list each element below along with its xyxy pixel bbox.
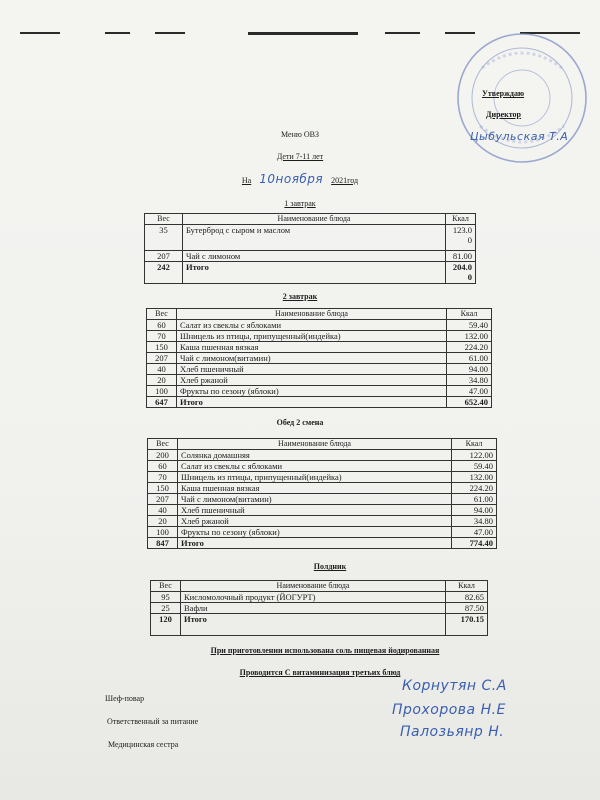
section-title-snack: Полдник [313,562,347,571]
cell-kcal: 87.50 [446,603,488,614]
col-weight: Вес [148,439,178,450]
cell-name: Фрукты по сезону (яблоки) [178,527,452,538]
cell-name: Каша пшенная вязкая [177,342,447,353]
col-weight: Вес [147,309,177,320]
cell-name: Шницель из птицы, припущенный(индейка) [177,331,447,342]
top-rule [105,32,130,34]
cell-weight: 150 [147,342,177,353]
nutrition-signature: Прохорова Н.Е [392,702,506,718]
cell-kcal: 652.40 [447,397,492,408]
top-rule [20,32,60,34]
cell-weight: 20 [147,375,177,386]
col-kcal: Ккал [452,439,497,450]
cell-name: Чай с лимоном(витамин) [178,494,452,505]
cell-name: Бутерброд с сыром и маслом [183,225,446,251]
cell-weight: 242 [145,262,183,284]
col-name: Наименование блюда [178,439,452,450]
cell-weight: 20 [148,516,178,527]
director-label: Директор [486,110,521,119]
nurse-signature: Палозьянр Н. [400,724,505,740]
cell-kcal: 34.80 [447,375,492,386]
col-kcal: Ккал [446,581,488,592]
col-name: Наименование блюда [181,581,446,592]
cell-weight: 70 [148,472,178,483]
cell-kcal: 132.00 [452,472,497,483]
table-breakfast2 [146,308,492,408]
cell-name: Хлеб ржаной [177,375,447,386]
col-kcal: Ккал [447,309,492,320]
cell-name: Хлеб ржаной [178,516,452,527]
cell-weight: 200 [148,450,178,461]
cell-weight: 647 [147,397,177,408]
cell-weight: 25 [151,603,181,614]
cell-weight: 207 [147,353,177,364]
top-rule [248,32,358,35]
cell-kcal: 224.20 [447,342,492,353]
cell-name: Солянка домашняя [178,450,452,461]
chef-label: Шеф-повар [105,694,145,703]
approve-label: Утверждаю [482,89,525,98]
table-breakfast1 [144,213,476,284]
cell-weight: 40 [147,364,177,375]
cell-kcal: 34.80 [452,516,497,527]
cell-kcal: 94.00 [452,505,497,516]
cell-name: Итого [181,614,446,636]
cell-weight: 60 [147,320,177,331]
cell-name: Чай с лимоном [183,251,446,262]
vitamin-note: Проводится С витаминизация третьих блюд [239,668,401,677]
date-handwritten: 10ноября [259,172,324,186]
date-year: 2021год [331,176,359,185]
cell-weight: 60 [148,461,178,472]
col-name: Наименование блюда [177,309,447,320]
cell-name: Каша пшенная вязкая [178,483,452,494]
col-name: Наименование блюда [183,214,446,225]
top-rule [155,32,185,34]
date-prefix: На [241,176,252,185]
cell-weight: 207 [145,251,183,262]
cell-weight: 70 [147,331,177,342]
nutrition-label: Ответственный за питание [107,717,199,726]
cell-name: Итого [183,262,446,284]
col-weight: Вес [151,581,181,592]
cell-name: Хлеб пшеничный [177,364,447,375]
director-signature: Цыбульская Т.А [470,130,569,143]
col-kcal: Ккал [446,214,476,225]
cell-kcal: 224.20 [452,483,497,494]
cell-kcal: 82.65 [446,592,488,603]
cell-name: Салат из свеклы с яблоками [177,320,447,331]
cell-kcal: 59.40 [452,461,497,472]
cell-name: Шницель из птицы, припущенный(индейка) [178,472,452,483]
cell-weight: 100 [148,527,178,538]
chef-signature: Корнутян С.А [402,678,507,694]
section-title-breakfast1: 1 завтрак [284,199,316,208]
cell-kcal: 81.00 [446,251,476,262]
cell-name: Вафли [181,603,446,614]
table-snack [150,580,488,636]
cell-weight: 120 [151,614,181,636]
cell-kcal: 47.00 [447,386,492,397]
cell-name: Кисломолочный продукт (ЙОГУРТ) [181,592,446,603]
section-title-breakfast2: 2 завтрак [282,292,318,301]
cell-weight: 95 [151,592,181,603]
cell-kcal: 122.00 [452,450,497,461]
cell-kcal: 94.00 [447,364,492,375]
cell-kcal: 59.40 [447,320,492,331]
cell-kcal: 774.40 [452,538,497,549]
cell-name: Чай с лимоном(витамин) [177,353,447,364]
cell-name: Салат из свеклы с яблоками [178,461,452,472]
cell-kcal: 61.00 [447,353,492,364]
top-rule [385,32,420,34]
cell-name: Итого [178,538,452,549]
menu-date [0,172,600,186]
cell-kcal: 170.15 [446,614,488,636]
cell-kcal: 204.00 [446,262,476,284]
cell-weight: 40 [148,505,178,516]
cell-weight: 150 [148,483,178,494]
salt-note: При приготовлении использована соль пищевая йодированная [210,646,440,655]
table-lunch [147,438,497,549]
cell-kcal: 132.00 [447,331,492,342]
cell-weight: 35 [145,225,183,251]
cell-weight: 847 [148,538,178,549]
cell-name: Фрукты по сезону (яблоки) [177,386,447,397]
cell-kcal: 123.00 [446,225,476,251]
official-stamp [452,28,592,168]
cell-weight: 207 [148,494,178,505]
cell-weight: 100 [147,386,177,397]
cell-name: Хлеб пшеничный [178,505,452,516]
col-weight: Вес [145,214,183,225]
cell-kcal: 61.00 [452,494,497,505]
section-title-lunch: Обед 2 смена [276,418,324,427]
page-subtitle: Дети 7-11 лет [276,152,324,161]
cell-kcal: 47.00 [452,527,497,538]
nurse-label: Медицинская сестра [108,740,179,749]
page-title: Меню ОВЗ [281,130,319,139]
cell-name: Итого [177,397,447,408]
